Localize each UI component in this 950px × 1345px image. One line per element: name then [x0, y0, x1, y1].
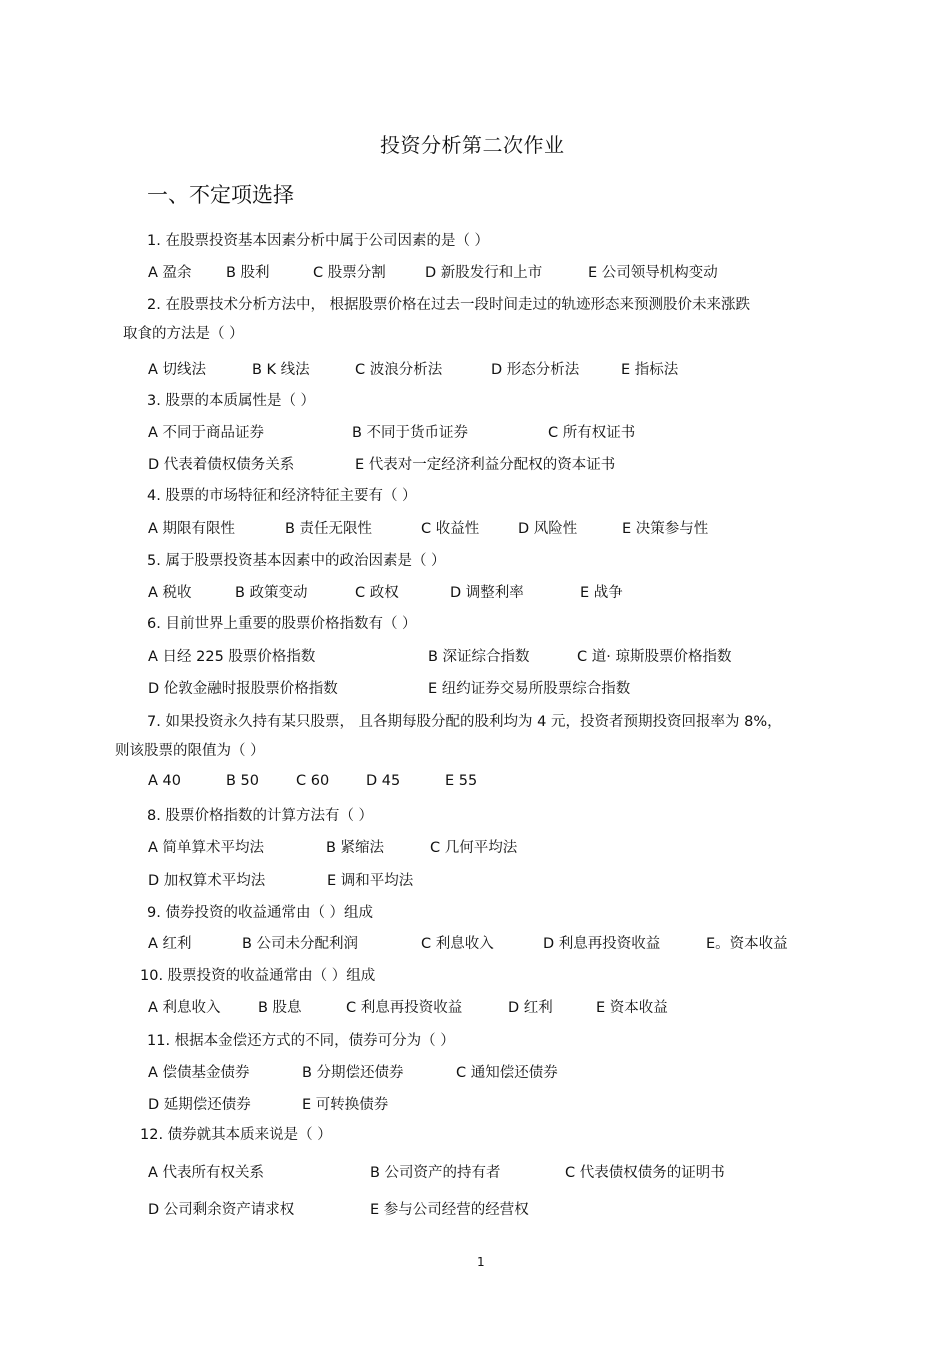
- question-9-option-c: C 利息收入: [421, 936, 494, 952]
- question-1-option-d: D 新股发行和上市: [425, 265, 543, 281]
- page-number: 1: [477, 1255, 485, 1269]
- page-title: 投资分析第二次作业: [380, 133, 565, 157]
- question-12-option-c: C 代表债权债务的证明书: [565, 1165, 725, 1181]
- question-2-stem: 2. 在股票技术分析方法中， 根据股票价格在过去一段时间走过的轨迹形态来预测股价未来涨跌: [147, 297, 751, 313]
- question-4-option-d: D 风险性: [518, 521, 578, 537]
- question-7-option-e: E 55: [445, 773, 478, 789]
- question-5-option-b: B 政策变动: [235, 585, 308, 601]
- question-4-option-b: B 责任无限性: [285, 521, 373, 537]
- question-11-option-d: D 延期偿还债券: [148, 1097, 251, 1113]
- question-11-option-a: A 偿债基金债券: [148, 1065, 250, 1081]
- question-1-stem: 1. 在股票投资基本因素分析中属于公司因素的是（ ）: [147, 233, 490, 249]
- question-12-option-b: B 公司资产的持有者: [370, 1165, 501, 1181]
- question-1-option-a: A 盈余: [148, 265, 192, 281]
- question-6-option-a: A 日经 225 股票价格指数: [148, 649, 316, 665]
- question-2-stem-continued: 取食的方法是（ ）: [123, 326, 244, 342]
- question-2-option-e: E 指标法: [621, 362, 679, 378]
- question-4-option-e: E 决策参与性: [622, 521, 709, 537]
- question-4-option-c: C 收益性: [421, 521, 480, 537]
- question-5-option-d: D 调整利率: [450, 585, 524, 601]
- question-12-option-d: D 公司剩余资产请求权: [148, 1202, 295, 1218]
- question-8-option-b: B 紧缩法: [326, 840, 385, 856]
- question-7-stem: 7. 如果投资永久持有某只股票， 且各期每股分配的股利均为 4 元，投资者预期投资回报率为 8%，: [147, 714, 782, 730]
- question-8-option-d: D 加权算术平均法: [148, 873, 266, 889]
- question-2-option-c: C 波浪分析法: [355, 362, 443, 378]
- question-8-option-c: C 几何平均法: [430, 840, 518, 856]
- question-6-option-c: C 道· 琼斯股票价格指数: [577, 649, 732, 665]
- question-3-stem: 3. 股票的本质属性是（ ）: [147, 393, 316, 409]
- question-1-option-c: C 股票分割: [313, 265, 386, 281]
- question-4-stem: 4. 股票的市场特征和经济特征主要有（ ）: [147, 488, 417, 504]
- question-10-option-e: E 资本收益: [596, 1000, 668, 1016]
- question-9-option-b: B 公司未分配利润: [242, 936, 359, 952]
- question-10-option-b: B 股息: [258, 1000, 302, 1016]
- question-3-option-e: E 代表对一定经济利益分配权的资本证书: [355, 457, 616, 473]
- question-2-option-a: A 切线法: [148, 362, 207, 378]
- question-12-option-e: E 参与公司经营的经营权: [370, 1202, 529, 1218]
- question-9-option-d: D 利息再投资收益: [543, 936, 661, 952]
- question-10-stem: 10. 股票投资的收益通常由（ ）组成: [140, 968, 376, 984]
- question-11-option-b: B 分期偿还债券: [302, 1065, 404, 1081]
- question-11-option-e: E 可转换债券: [302, 1097, 389, 1113]
- question-3-option-a: A 不同于商品证券: [148, 425, 265, 441]
- question-3-option-c: C 所有权证书: [548, 425, 636, 441]
- question-1-option-e: E 公司领导机构变动: [588, 265, 718, 281]
- question-6-option-d: D 伦敦金融时报股票价格指数: [148, 681, 338, 697]
- question-8-option-e: E 调和平均法: [327, 873, 414, 889]
- question-6-option-e: E 纽约证券交易所股票综合指数: [428, 681, 631, 697]
- question-11-option-c: C 通知偿还债券: [456, 1065, 558, 1081]
- question-6-stem: 6. 目前世界上重要的股票价格指数有（ ）: [147, 616, 417, 632]
- question-8-stem: 8. 股票价格指数的计算方法有（ ）: [147, 808, 374, 824]
- question-10-option-d: D 红利: [508, 1000, 553, 1016]
- question-10-option-c: C 利息再投资收益: [346, 1000, 463, 1016]
- question-3-option-d: D 代表着债权债务关系: [148, 457, 295, 473]
- question-5-stem: 5. 属于股票投资基本因素中的政治因素是（ ）: [147, 553, 446, 569]
- question-12-option-a: A 代表所有权关系: [148, 1165, 265, 1181]
- section-heading: 一、不定项选择: [147, 183, 294, 207]
- question-9-stem: 9. 债券投资的收益通常由（ ）组成: [147, 905, 374, 921]
- question-1-option-b: B 股利: [226, 265, 270, 281]
- question-7-stem-continued: 则该股票的限值为（ ）: [115, 743, 265, 759]
- question-5-option-c: C 政权: [355, 585, 399, 601]
- question-5-option-a: A 税收: [148, 585, 192, 601]
- question-2-option-d: D 形态分析法: [491, 362, 580, 378]
- question-9-option-a: A 红利: [148, 936, 192, 952]
- question-7-option-d: D 45: [366, 773, 401, 789]
- question-11-stem: 11. 根据本金偿还方式的不同，债券可分为（ ）: [147, 1033, 455, 1049]
- question-12-stem: 12. 债券就其本质来说是（ ）: [140, 1127, 332, 1143]
- question-10-option-a: A 利息收入: [148, 1000, 221, 1016]
- question-9-option-e: E。资本收益: [706, 936, 788, 952]
- question-8-option-a: A 简单算术平均法: [148, 840, 265, 856]
- question-7-option-b: B 50: [226, 773, 260, 789]
- question-6-option-b: B 深证综合指数: [428, 649, 530, 665]
- question-3-option-b: B 不同于货币证券: [352, 425, 469, 441]
- question-4-option-a: A 期限有限性: [148, 521, 236, 537]
- question-2-option-b: B K 线法: [252, 362, 310, 378]
- question-7-option-c: C 60: [296, 773, 330, 789]
- question-7-option-a: A 40: [148, 773, 181, 789]
- question-5-option-e: E 战争: [580, 585, 623, 601]
